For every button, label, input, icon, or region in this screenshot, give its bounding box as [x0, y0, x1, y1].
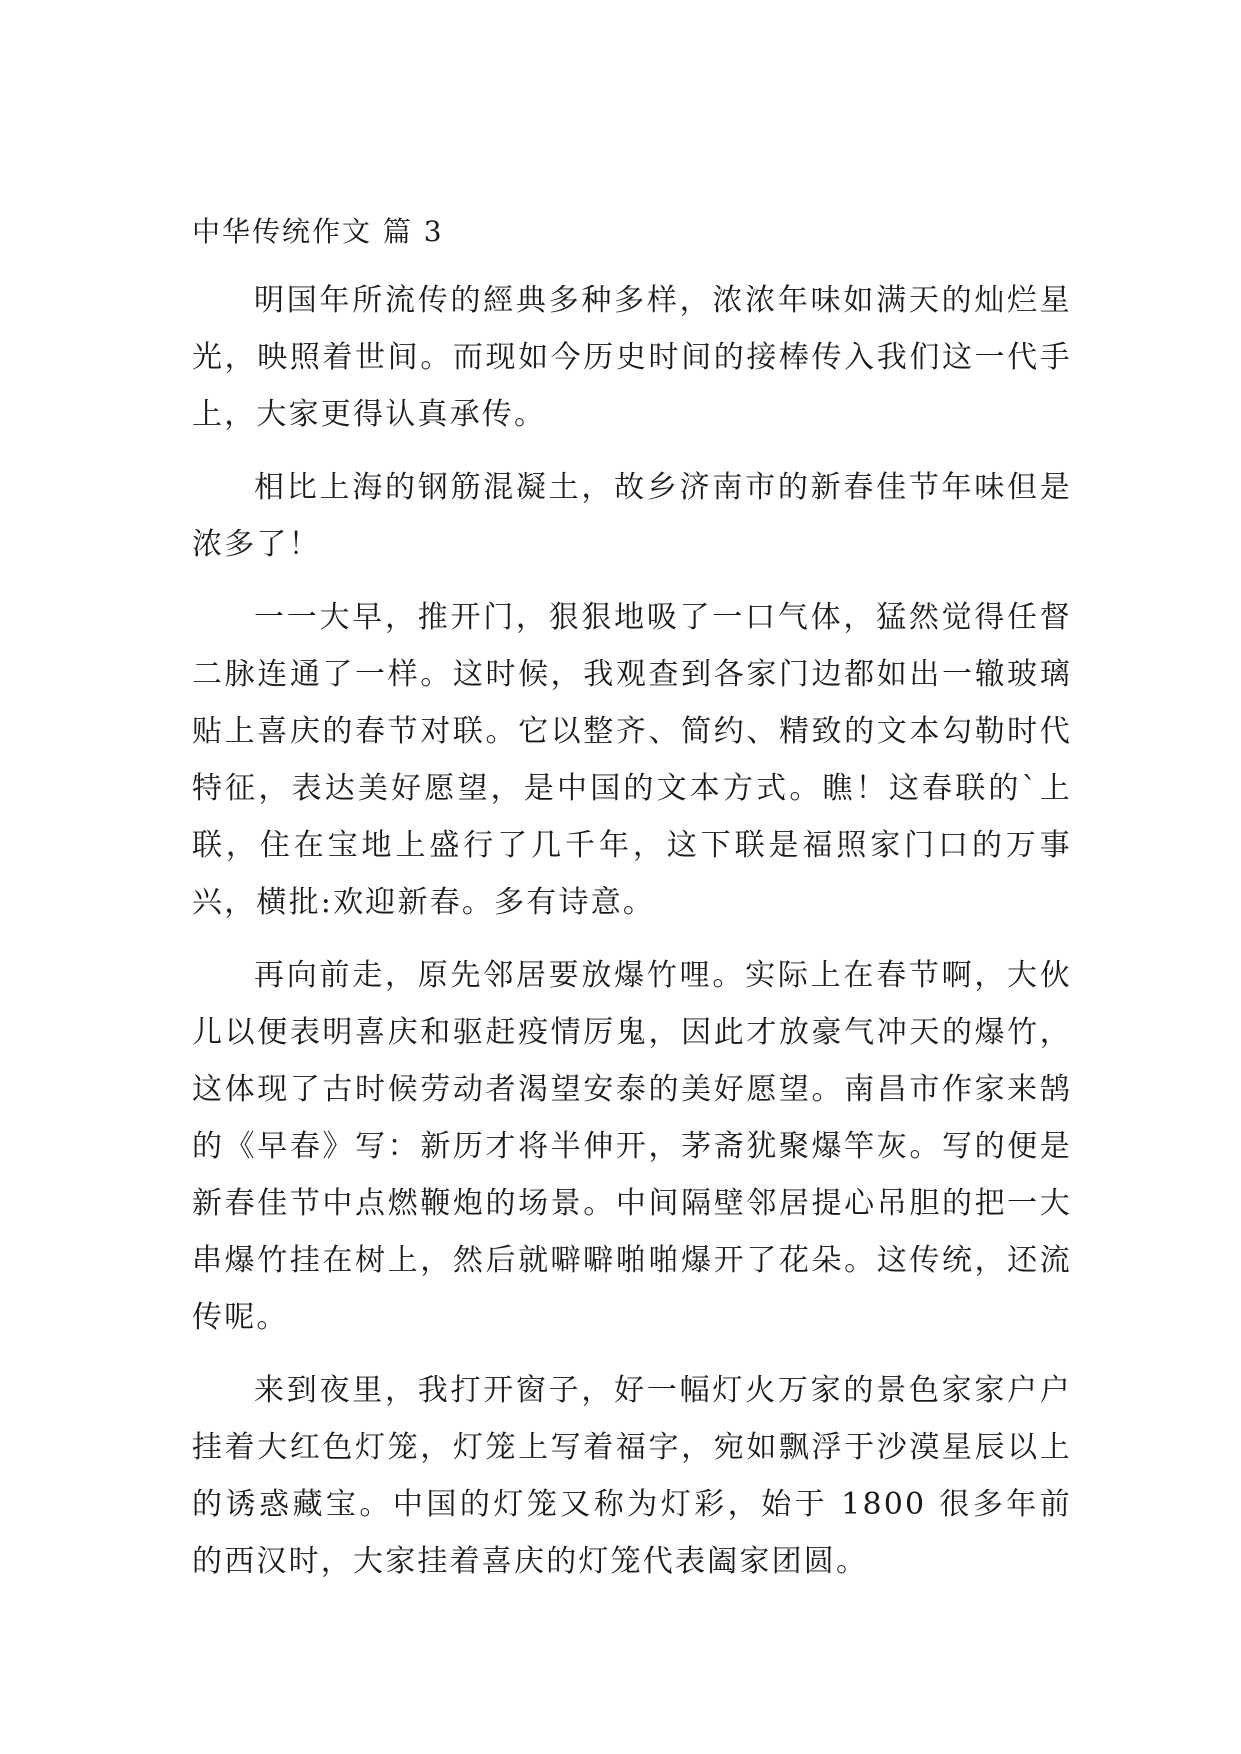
paragraph-2: 相比上海的钢筋混凝土，故乡济南市的新春佳节年味但是浓多了！	[192, 470, 1072, 562]
paragraph-3: 一一大早，推开门，狠狠地吸了一口气体，猛然觉得任督二脉连通了一样。这时候，我观查到各家门边都如出一辙玻璃贴上喜庆的春节对联。它以整齐、简约、精致的文本勾勒时代特征，表达美好愿望，是中国的文本方式。瞧！这春联的`上联，住在宝地上盛行了几千年，这下联是福照家门口的万事兴，横批:欢迎新春。多有诗意。	[192, 600, 1072, 920]
paragraph-4: 再向前走，原先邻居要放爆竹哩。实际上在春节啊，大伙儿以便表明喜庆和驱赶疫情厉鬼，因此才放豪气冲天的爆竹，这体现了古时候劳动者渴望安泰的美好愿望。南昌市作家来鹄的《早春》写：新历才将半伸开，茅斋犹聚爆竿灰。写的便是新春佳节中点燃鞭炮的场景。中间隔壁邻居提心吊胆的把一大串爆竹挂在树上，然后就噼噼啪啪爆开了花朵。这传统，还流传呢。	[192, 958, 1072, 1335]
paragraph-5: 来到夜里，我打开窗子，好一幅灯火万家的景色家家户户挂着大红色灯笼，灯笼上写着福字，宛如飘浮于沙漠星辰以上的诱惑藏宝。中国的灯笼又称为灯彩，始于 1800 很多年前的西汉时，大家挂着喜庆的灯笼代表阖家团圆。	[192, 1373, 1072, 1579]
document-page	[192, 212, 1072, 1606]
paragraph-1: 明国年所流传的經典多种多样，浓浓年味如满天的灿烂星光，映照着世间。而现如今历史时间的接棒传入我们这一代手上，大家更得认真承传。	[192, 283, 1072, 432]
document-title: 中华传统作文 篇 3	[192, 215, 444, 248]
